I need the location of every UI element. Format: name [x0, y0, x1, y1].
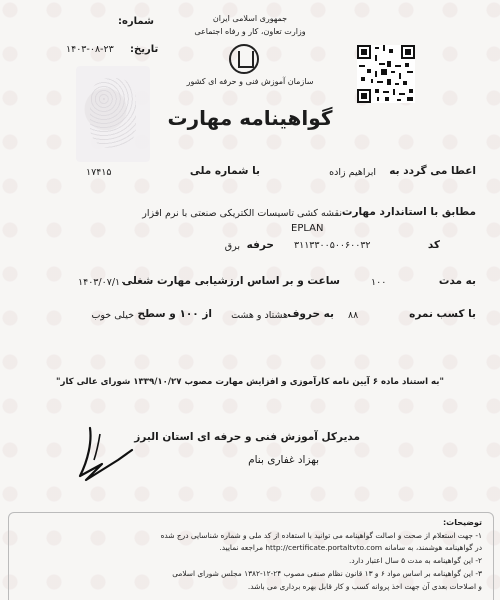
issued-to-value: ابراهیم زاده	[329, 167, 376, 178]
header-org: سازمان آموزش فنی و حرفه ای کشور	[186, 77, 314, 86]
duration-value: ۱۰۰	[371, 277, 387, 288]
signer-title: مدیرکل آموزش فنی و حرفه ای استان البرز	[134, 431, 360, 443]
code-value: ۳۱۱۳۳۰۰۵۰۰۶۰۰۳۲	[294, 240, 371, 251]
tvto-logo-icon	[229, 44, 259, 74]
level-label: از ۱۰۰ و سطح	[137, 308, 212, 320]
signature-icon	[72, 420, 142, 484]
standard-value: نقشه کشی تاسیسات الکتریکی صنعتی با نرم افزار	[142, 208, 342, 219]
standard-value-eplan: EPLAN	[291, 223, 324, 234]
score-label: با کسب نمره	[409, 308, 476, 320]
signer-name: بهزاد غفاری بنام	[248, 454, 319, 466]
holder-photo	[76, 66, 150, 162]
note-3-cont: و اصلاحات بعدی آن جهت اخذ پروانه کسب و کار قابل بهره برداری می باشد.	[247, 582, 482, 591]
number-label: شماره:	[118, 16, 154, 27]
note-3: ۳- این گواهینامه بر اساس مواد ۶ و ۱۳ قانون نظام صنفی مصوب ۲۴-۱۲-۱۳۸۲ مجلس شورای اسلامی	[172, 569, 482, 578]
national-id-value: ۱۷۴۱۵	[86, 167, 112, 178]
issued-to-label: اعطا می گردد به	[389, 165, 476, 177]
note-2: ۲- این گواهینامه به مدت ۵ سال اعتبار دارد.	[348, 556, 482, 565]
notes-heading: توضیحات:	[442, 518, 482, 527]
level-value: خیلی خوب	[91, 310, 134, 321]
date-value: ۱۴۰۳-۰۸-۲۳	[66, 44, 114, 55]
qr-code-icon	[357, 45, 415, 103]
score-value: ۸۸	[348, 310, 359, 321]
standard-label: مطابق با استاندارد مهارت	[341, 206, 476, 218]
note-1-cont: در گواهینامه هوشمند، به سامانه http://certificate.portaltvto.com مراجعه نمایید.	[219, 543, 482, 552]
code-label: کد	[427, 239, 440, 251]
evaluation-date: ۱۴۰۳/۰۷/۱۰	[78, 277, 126, 288]
legal-statement: "به استناد ماده ۶ آیین نامه کارآموزی و افزایش مهارت مصوب ۱۳۳۹/۱۰/۲۷ شورای عالی کار"	[56, 377, 444, 387]
header-ministry: وزارت تعاون، کار و رفاه اجتماعی	[194, 27, 306, 36]
score-letters-value: هشتاد و هشت	[231, 310, 288, 321]
certificate-title: گواهینامه مهارت	[167, 106, 333, 130]
date-label: تاریخ:	[130, 44, 159, 55]
evaluation-label: ساعت و بر اساس ارزشیابی مهارت شغلی	[122, 275, 340, 287]
trade-label: حرفه	[246, 239, 274, 251]
score-letters-label: به حروف	[287, 308, 334, 320]
header-country: جمهوری اسلامی ایران	[212, 14, 288, 23]
note-1: ۱- جهت استعلام از صحت و اصالت گواهینامه می توانید با استفاده از کد ملی و شماره شناسایی درج شده	[160, 531, 482, 540]
national-id-label: با شماره ملی	[189, 165, 260, 177]
duration-label: به مدت	[438, 275, 476, 287]
trade-value: برق	[224, 241, 240, 252]
